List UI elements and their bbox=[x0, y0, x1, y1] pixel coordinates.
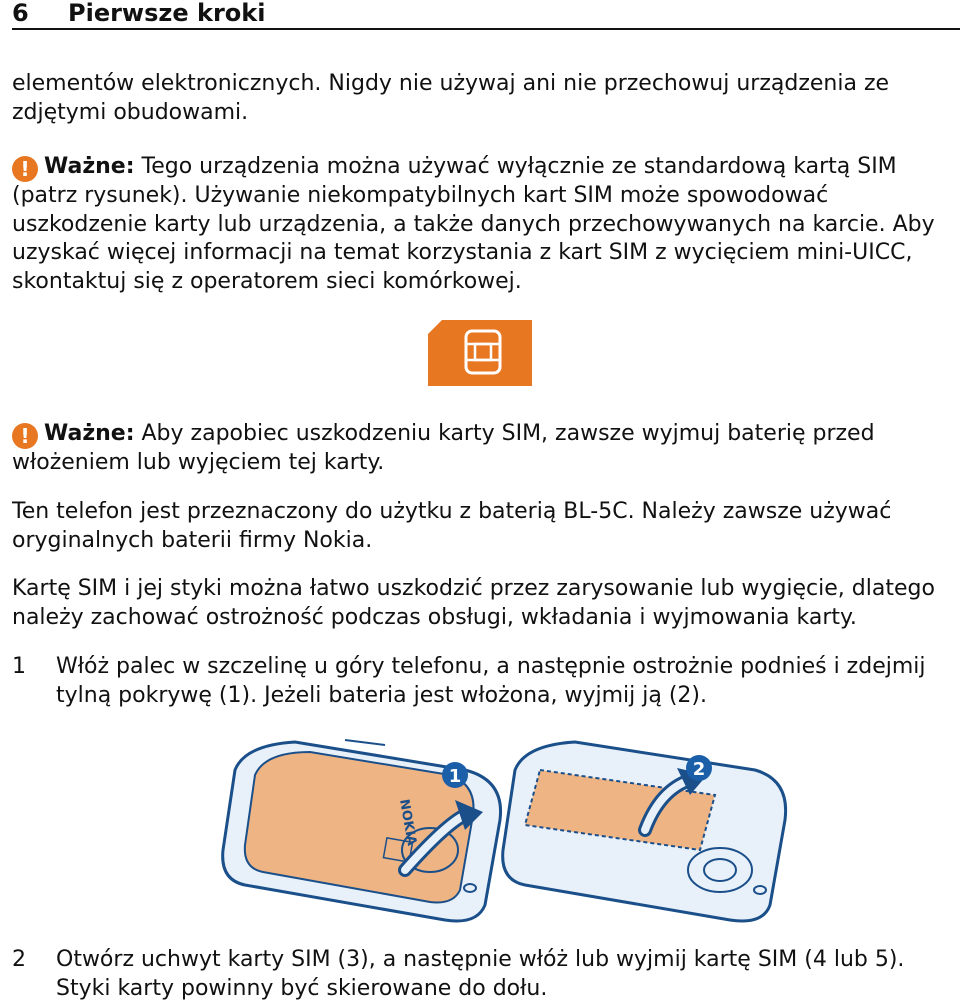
step-text: Otwórz uchwyt karty SIM (3), a następnie włóż lub wyjmij kartę SIM (4 lub 5). Styki karty powinny być skierowane do dołu. bbox=[56, 947, 905, 1001]
battery-text: Ten telefon jest przeznaczony do użytku z baterią BL-5C. Należy zawsze używać oryginalnych baterii firmy Nokia. bbox=[12, 499, 892, 553]
intro-text: elementów elektronicznych. Nigdy nie używaj ani nie przechowuj urządzenia ze zdjętymi obudowami. bbox=[12, 71, 890, 125]
sim-care-paragraph bbox=[12, 575, 952, 632]
step-number: 1 bbox=[12, 654, 26, 679]
warning-paragraph-1 bbox=[12, 153, 952, 296]
sim-care-text: Kartę SIM i jej styki można łatwo uszkodzić przez zarysowanie lub wygięcie, dlatego należy zachować ostrożność podczas obsługi, wkładania i wyjmowania karty. bbox=[12, 576, 935, 630]
sim-card-figure bbox=[426, 318, 534, 388]
step-2 bbox=[12, 945, 952, 1003]
page-header bbox=[12, 0, 960, 30]
battery-paragraph bbox=[12, 498, 952, 555]
chapter-title: Pierwsze kroki bbox=[68, 0, 266, 27]
step-number: 2 bbox=[12, 947, 26, 972]
warning-label: Ważne: bbox=[44, 421, 135, 446]
exclamation-circle-icon: ! bbox=[12, 156, 38, 182]
callout-2-label: 2 bbox=[692, 759, 706, 780]
phone-right bbox=[503, 742, 786, 921]
step-text: Włóż palec w szczelinę u góry telefonu, a następnie ostrożnie podnieś i zdejmij tylną pokrywę (1). Jeżeli bateria jest włożona, wyjmij ją (2). bbox=[56, 654, 926, 708]
brand-text: NOKIA bbox=[396, 798, 419, 847]
phone-back-cover-illustration bbox=[215, 730, 790, 930]
exclamation-circle-icon: ! bbox=[12, 423, 38, 449]
step-1 bbox=[12, 652, 952, 710]
warning-text: Aby zapobiec uszkodzeniu karty SIM, zawsze wyjmuj baterię przed włożeniem lub wyjęciem tej karty. bbox=[12, 421, 875, 475]
callout-1 bbox=[442, 762, 468, 788]
page-number: 6 bbox=[12, 0, 29, 27]
callout-1-label: 1 bbox=[448, 766, 462, 787]
intro-paragraph bbox=[12, 70, 952, 127]
warning-paragraph-2 bbox=[12, 420, 952, 478]
warning-text: Tego urządzenia można używać wyłącznie ze standardową kartą SIM (patrz rysunek). Używanie niekompatybilnych kart SIM może spowodować uszkodzenie karty lub urządzenia, a także danych przechowywanych na karcie. Aby uzyskać więcej informacji na temat korzystania z kart SIM z wycięciem mini-UICC, skontaktuj się z operatorem sieci komórkowej. bbox=[12, 154, 935, 294]
callout-2 bbox=[686, 755, 712, 781]
warning-label: Ważne: bbox=[44, 154, 135, 179]
